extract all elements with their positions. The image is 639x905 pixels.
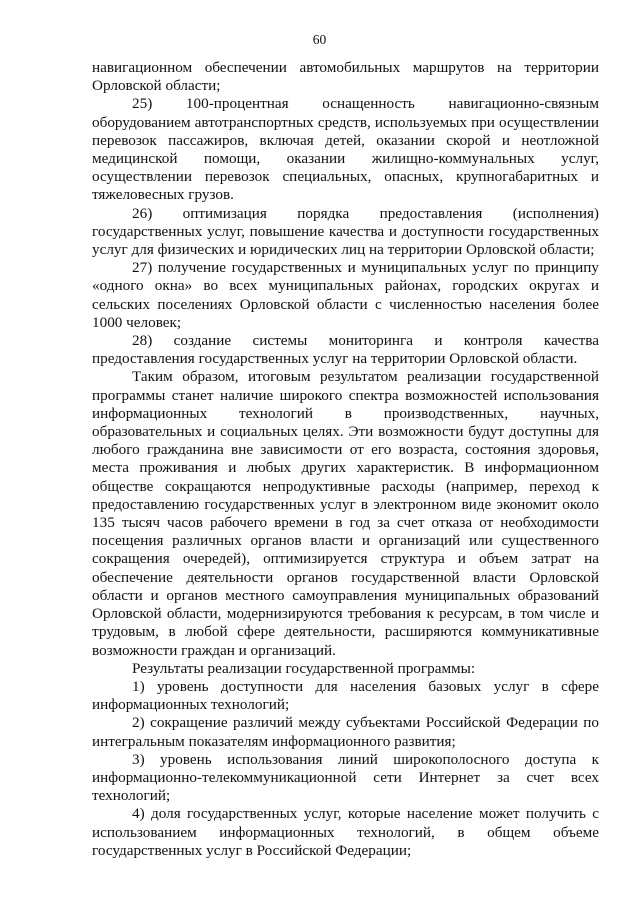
result-item-2: 2) сокращение различий между субъектами Российской Федерации по интегральным показателям информационного развития; xyxy=(92,714,599,750)
result-item-3: 3) уровень использования линий широкополосного доступа к информационно-телекоммуникационной сети Интернет за счет всех технологий; xyxy=(92,750,599,805)
list-item-27: 27) получение государственных и муниципальных услуг по принципу «одного окна» во всех муниципальных районах, городских округах и сельских поселениях Орловской области с численностью населения более 1000 человек; xyxy=(92,259,599,331)
section-lead: Результаты реализации государственной программы: xyxy=(132,659,476,677)
document-body xyxy=(92,59,599,860)
list-item-25: 25) 100-процентная оснащенность навигационно-связным оборудованием автотранспортных средств, используемых при осуществлении перевозок пассажиров, включая детей, оказании скорой и неотложной медицинской помощи, оказании жилищно-коммунальных услуг, осуществлении перевозок специальных, опасных, крупногабаритных и тяжеловесных грузов. xyxy=(92,95,599,204)
list-item-26: 26) оптимизация порядка предоставления (исполнения) государственных услуг, повышение качества и доступности государственных услуг для физических и юридических лиц на территории Орловской области; xyxy=(92,204,599,259)
result-item-1: 1) уровень доступности для населения базовых услуг в сфере информационных технологий; xyxy=(92,677,599,714)
result-item-4: 4) доля государственных услуг, которые население может получить с использованием информационных технологий, в общем объеме государственных услуг в Российской Федерации; xyxy=(92,805,599,859)
paragraph: Таким образом, итоговым результатом реализации государственной программы станет наличие широкого спектра возможностей использования информационных технологий в производственных, научных, образовательных и социальных целях. Эти возможности будут доступны для любого гражданина вне зависимости от его возраста, состояния здоровья, места проживания и любых других характеристик. В информационном обществе сокращаются непродуктивные расходы (например, переход к предоставлению государственных услуг в электронном виде экономит около 135 тысяч часов рабочего времени в год за счет отказа от необходимости посещения различных органов власти и организаций или существенного сокращения очередей), оптимизируется структура и объем затрат на обеспечение деятельности органов государственной власти Орловской области и органов местного самоуправления муниципальных образований Орловской области, модернизируются требования к ресурсам, в том числе и трудовым, в любой сфере деятельности, расширяются коммуникативные возможности граждан и организаций. xyxy=(92,368,599,659)
list-item-28: 28) создание системы мониторинга и контроля качества предоставления государственных услуг на территории Орловской области. xyxy=(92,332,599,368)
paragraph: навигационном обеспечении автомобильных маршрутов на территории Орловской области; xyxy=(92,59,599,95)
page-number: 60 xyxy=(312,32,327,47)
